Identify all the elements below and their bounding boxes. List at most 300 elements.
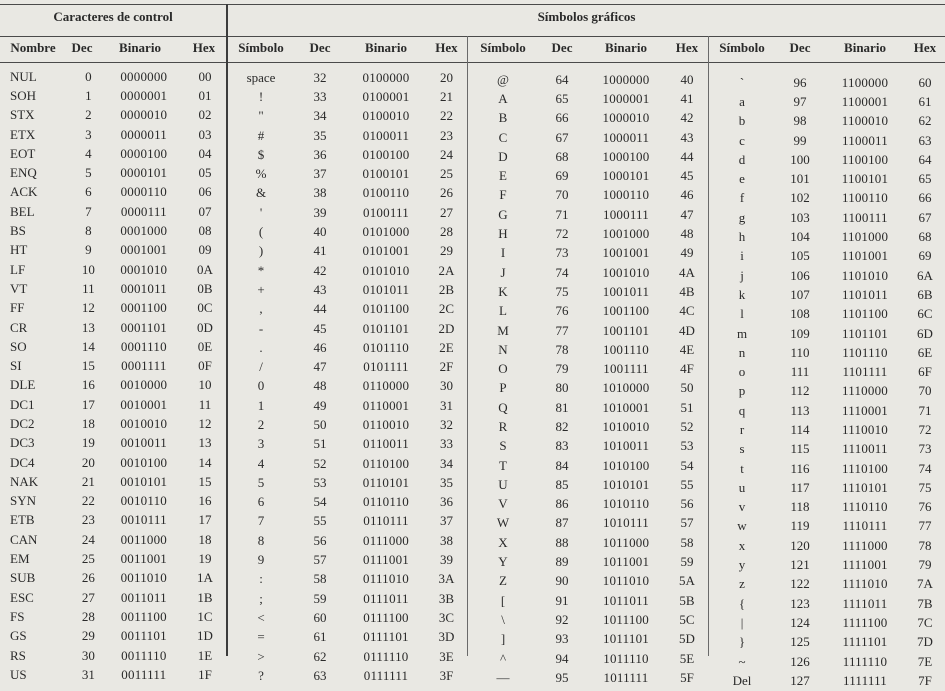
- col-header-dec: Dec: [71, 40, 93, 55]
- cell-name: RS: [10, 647, 26, 663]
- cell-dec: 58: [313, 571, 327, 587]
- cell-binary: 1011100: [603, 611, 649, 627]
- cell-hex: 72: [918, 421, 932, 437]
- cell-symbol: U: [498, 476, 508, 492]
- cell-hex: 35: [440, 474, 453, 490]
- cell-hex: 75: [918, 479, 932, 495]
- table-row: [468, 456, 708, 475]
- cell-binary: 1111110: [842, 653, 888, 669]
- cell-dec: 60: [313, 609, 327, 625]
- table-row: [0, 395, 226, 414]
- cell-binary: 1111010: [842, 576, 888, 592]
- cell-dec: 47: [313, 359, 327, 375]
- cell-dec: 69: [555, 168, 569, 184]
- table-row: [0, 337, 226, 356]
- column-headers: [709, 36, 945, 60]
- cell-symbol: 4: [257, 455, 265, 471]
- table-row: [228, 319, 467, 338]
- table-row: [468, 147, 708, 166]
- cell-dec: 65: [555, 90, 569, 106]
- cell-dec: 38: [313, 185, 327, 201]
- cell-dec: 41: [313, 243, 327, 259]
- table-row: [468, 533, 708, 552]
- cell-binary: 1001000: [602, 226, 650, 242]
- cell-binary: 0011100: [120, 608, 167, 624]
- table-row: [0, 607, 226, 626]
- table-row: [228, 435, 467, 454]
- table-row: [709, 324, 945, 343]
- column-headers: [228, 36, 467, 60]
- cell-hex: 0D: [197, 319, 213, 335]
- cell-dec: 63: [313, 667, 327, 683]
- cell-dec: 31: [81, 666, 95, 682]
- cell-binary: 0001110: [120, 338, 167, 354]
- cell-dec: 117: [790, 479, 810, 495]
- table-row: [709, 671, 945, 690]
- table-row: [228, 68, 467, 87]
- cell-hex: 1C: [197, 608, 213, 624]
- col-header-binario: Binario: [119, 40, 161, 55]
- cell-hex: 14: [198, 454, 212, 470]
- cell-dec: 39: [313, 204, 327, 220]
- cell-name: EM: [10, 551, 30, 567]
- cell-hex: 57: [680, 515, 694, 531]
- cell-binary: 0111011: [363, 590, 409, 606]
- symbols-rows-64-95: [468, 70, 708, 688]
- table-row: [0, 588, 226, 607]
- cell-binary: 0100001: [362, 88, 410, 104]
- cell-dec: 22: [81, 493, 95, 509]
- cell-symbol: ^: [499, 650, 507, 666]
- cell-symbol: i: [740, 248, 744, 264]
- table-row: [468, 340, 708, 359]
- cell-binary: 0000110: [120, 184, 167, 200]
- table-row: [228, 184, 467, 203]
- cell-dec: 17: [81, 396, 95, 412]
- cell-dec: 115: [790, 441, 810, 457]
- cell-binary: 1100000: [841, 74, 889, 90]
- cell-hex: 71: [918, 402, 932, 418]
- cell-symbol: ,: [259, 301, 263, 317]
- cell-hex: 70: [918, 383, 932, 399]
- cell-symbol: k: [738, 286, 746, 302]
- cell-hex: 15: [198, 473, 212, 489]
- cell-binary: 0101100: [362, 301, 410, 317]
- cell-dec: 75: [555, 283, 569, 299]
- cell-binary: 1001011: [602, 283, 650, 299]
- col-header-hex: Hex: [192, 40, 216, 55]
- table-row: [468, 437, 708, 456]
- table-row: [709, 92, 945, 111]
- table-row: [709, 652, 945, 671]
- cell-hex: 1E: [197, 647, 213, 663]
- cell-dec: 48: [313, 378, 327, 394]
- cell-symbol: (: [258, 224, 264, 240]
- control-rows: [0, 67, 226, 685]
- cell-symbol: n: [738, 344, 746, 360]
- cell-symbol: m: [736, 325, 748, 341]
- cell-name: FF: [10, 300, 25, 316]
- cell-name: DC2: [10, 415, 35, 431]
- cell-binary: 1000011: [602, 129, 650, 145]
- cell-hex: 51: [680, 399, 694, 415]
- cell-hex: 10: [198, 377, 212, 393]
- cell-symbol: #: [257, 127, 265, 143]
- cell-hex: 45: [680, 168, 694, 184]
- cell-name: GS: [10, 628, 27, 644]
- cell-dec: 103: [790, 209, 810, 225]
- cell-dec: 112: [790, 383, 810, 399]
- cell-symbol: x: [738, 537, 746, 553]
- cell-binary: 0101101: [362, 320, 410, 336]
- cell-hex: 6D: [917, 325, 933, 341]
- cell-dec: 59: [313, 590, 327, 606]
- cell-dec: 122: [790, 576, 810, 592]
- cell-dec: 66: [555, 110, 569, 126]
- table-row: [709, 73, 945, 92]
- cell-dec: 64: [555, 71, 569, 87]
- cell-binary: 0000111: [120, 203, 167, 219]
- cell-dec: 20: [81, 454, 95, 470]
- cell-dec: 99: [793, 132, 807, 148]
- cell-symbol: {: [738, 595, 746, 611]
- cell-binary: 1011101: [603, 631, 649, 647]
- cell-symbol: *: [257, 262, 265, 278]
- cell-binary: 1001111: [603, 361, 649, 377]
- cell-name: DLE: [10, 377, 36, 393]
- cell-hex: 56: [680, 496, 694, 512]
- cell-dec: 50: [313, 416, 327, 432]
- cell-symbol: B: [498, 110, 508, 126]
- cell-name: NAK: [10, 473, 39, 489]
- cell-symbol: a: [739, 93, 745, 109]
- table-row: [709, 285, 945, 304]
- cell-hex: 24: [440, 146, 453, 162]
- cell-symbol: v: [738, 499, 746, 515]
- cell-hex: 11: [198, 396, 212, 412]
- cell-hex: 36: [440, 494, 453, 510]
- cell-binary: 0100000: [362, 69, 410, 85]
- cell-hex: 09: [198, 242, 212, 258]
- cell-binary: 1010011: [602, 438, 650, 454]
- cell-hex: 1D: [197, 628, 213, 644]
- cell-binary: 0011000: [120, 531, 167, 547]
- cell-dec: 92: [555, 611, 569, 627]
- cell-binary: 1110111: [842, 518, 888, 534]
- cell-binary: 0100011: [362, 127, 410, 143]
- cell-hex: 4B: [679, 283, 695, 299]
- cell-binary: 1010110: [602, 496, 650, 512]
- cell-symbol: W: [496, 515, 510, 531]
- cell-hex: 5B: [679, 592, 695, 608]
- cell-name: ETX: [10, 126, 36, 142]
- cell-dec: 79: [555, 361, 569, 377]
- table-row: [0, 530, 226, 549]
- cell-symbol: 0: [257, 378, 265, 394]
- cell-hex: 67: [918, 209, 932, 225]
- cell-symbol: Z: [499, 573, 507, 589]
- table-row: [228, 145, 467, 164]
- table-row: [709, 575, 945, 594]
- cell-hex: 39: [440, 552, 453, 568]
- cell-binary: 0010011: [120, 435, 167, 451]
- col-header-dec: Dec: [551, 40, 573, 55]
- cell-hex: 06: [198, 184, 212, 200]
- col-header-dec: Dec: [309, 40, 331, 55]
- table-row: [0, 549, 226, 568]
- cell-binary: 1011011: [603, 592, 649, 608]
- table-row: [228, 261, 467, 280]
- table-row: [468, 109, 708, 128]
- cell-hex: 5A: [679, 573, 695, 589]
- cell-binary: 0001001: [120, 242, 168, 258]
- cell-hex: 7A: [917, 576, 933, 592]
- cell-binary: 1100001: [841, 93, 889, 109]
- cell-hex: 49: [680, 245, 694, 261]
- cell-hex: 29: [440, 243, 453, 259]
- cell-binary: 1010100: [602, 457, 650, 473]
- cell-binary: 1101100: [842, 306, 888, 322]
- cell-dec: 100: [790, 151, 810, 167]
- cell-symbol: G: [498, 206, 508, 222]
- cell-binary: 1000100: [602, 148, 650, 164]
- cell-dec: 123: [790, 595, 810, 611]
- cell-hex: 05: [198, 165, 212, 181]
- cell-dec: 104: [790, 229, 810, 245]
- cell-symbol: `: [739, 74, 745, 90]
- table-row: [468, 495, 708, 514]
- cell-dec: 12: [81, 300, 95, 316]
- cell-binary: 1111100: [842, 614, 888, 630]
- cell-dec: 57: [313, 552, 327, 568]
- cell-symbol: V: [498, 496, 508, 512]
- cell-name: STX: [10, 107, 35, 123]
- cell-hex: 6F: [918, 364, 932, 380]
- cell-binary: 0010001: [120, 396, 168, 412]
- cell-name: NUL: [10, 68, 37, 84]
- cell-dec: 114: [790, 421, 810, 437]
- cell-dec: 18: [81, 415, 95, 431]
- cell-dec: 51: [313, 436, 327, 452]
- cell-hex: 20: [440, 69, 453, 85]
- cell-hex: 6A: [917, 267, 933, 283]
- table-row: [0, 492, 226, 511]
- cell-dec: 26: [81, 570, 95, 586]
- cell-binary: 1101101: [842, 325, 888, 341]
- cell-binary: 0000000: [120, 68, 168, 84]
- table-row: [228, 377, 467, 396]
- cell-dec: 15: [81, 358, 95, 374]
- cell-binary: 0011111: [121, 666, 167, 682]
- cell-hex: 12: [198, 415, 212, 431]
- cell-symbol: ': [259, 204, 263, 220]
- cell-symbol: D: [498, 148, 508, 164]
- cell-hex: 37: [440, 513, 453, 529]
- cell-symbol: P: [499, 380, 507, 396]
- cell-binary: 0000100: [120, 145, 168, 161]
- cell-name: ACK: [10, 184, 38, 200]
- cell-hex: 30: [440, 378, 453, 394]
- table-row: [468, 186, 708, 205]
- cell-binary: 1110001: [842, 402, 888, 418]
- cell-binary: 0110100: [362, 455, 410, 471]
- table-row: [228, 647, 467, 666]
- cell-dec: 30: [81, 647, 95, 663]
- cell-symbol: l: [740, 306, 744, 322]
- cell-binary: 1100011: [842, 132, 888, 148]
- cell-hex: 31: [440, 397, 453, 413]
- cell-symbol: L: [499, 303, 507, 319]
- table-row: [0, 144, 226, 163]
- cell-binary: 0111000: [363, 532, 409, 548]
- cell-dec: 85: [555, 476, 569, 492]
- cell-hex: 42: [680, 110, 694, 126]
- table-row: [0, 86, 226, 105]
- cell-hex: 0A: [197, 261, 213, 277]
- cell-dec: 86: [555, 496, 569, 512]
- cell-hex: 34: [440, 455, 453, 471]
- cell-dec: 36: [313, 146, 327, 162]
- cell-dec: 80: [555, 380, 569, 396]
- table-row: [709, 227, 945, 246]
- cell-symbol: /: [259, 359, 263, 375]
- table-row: [709, 498, 945, 517]
- cell-dec: 55: [313, 513, 327, 529]
- cell-hex: 47: [680, 206, 694, 222]
- col-header-binario: Binario: [605, 40, 647, 55]
- cell-dec: 96: [793, 74, 807, 90]
- cell-binary: 1001010: [602, 264, 650, 280]
- cell-binary: 1000101: [602, 168, 650, 184]
- cell-hex: 2B: [438, 281, 455, 297]
- cell-symbol: K: [498, 283, 508, 299]
- table-row: [0, 376, 226, 395]
- cell-hex: 32: [440, 416, 453, 432]
- table-row: [228, 87, 467, 106]
- cell-dec: 109: [790, 325, 810, 341]
- cell-dec: 6: [85, 184, 92, 200]
- cell-dec: 78: [555, 341, 569, 357]
- table-row: [0, 202, 226, 221]
- cell-binary: 0011101: [120, 628, 167, 644]
- cell-binary: 1110101: [842, 479, 888, 495]
- cell-hex: 4E: [679, 341, 695, 357]
- cell-name: FS: [10, 608, 25, 624]
- cell-dec: 116: [790, 460, 810, 476]
- cell-binary: 1011000: [602, 534, 650, 550]
- cell-dec: 8: [85, 223, 92, 239]
- cell-hex: 6B: [917, 286, 933, 302]
- cell-dec: 52: [313, 455, 327, 471]
- cell-binary: 0001000: [120, 223, 168, 239]
- cell-symbol: A: [498, 90, 508, 106]
- cell-symbol: F: [499, 187, 507, 203]
- cell-name: ETB: [10, 512, 35, 528]
- cell-symbol: 1: [257, 397, 265, 413]
- cell-hex: 6C: [917, 306, 933, 322]
- cell-dec: 125: [790, 634, 810, 650]
- cell-binary: 0010010: [120, 415, 168, 431]
- table-row: [228, 454, 467, 473]
- cell-binary: 1011001: [602, 554, 650, 570]
- cell-hex: 6E: [917, 344, 933, 360]
- cell-symbol: 8: [257, 532, 265, 548]
- table-row: [228, 222, 467, 241]
- cell-hex: 1B: [197, 589, 213, 605]
- cell-binary: 1000000: [602, 71, 650, 87]
- cell-hex: 59: [680, 554, 694, 570]
- cell-binary: 0000001: [120, 87, 168, 103]
- cell-symbol: @: [497, 71, 509, 87]
- cell-dec: 72: [555, 226, 569, 242]
- cell-dec: 121: [790, 557, 810, 573]
- cell-symbol: [: [500, 592, 506, 608]
- cell-binary: 1100101: [841, 171, 889, 187]
- cell-hex: 1A: [197, 570, 213, 586]
- cell-hex: 44: [680, 148, 694, 164]
- cell-dec: 89: [555, 554, 569, 570]
- symbols-table-64-95: [468, 36, 708, 688]
- symbols-table-32-63: [228, 36, 467, 686]
- cell-dec: 73: [555, 245, 569, 261]
- cell-hex: 7B: [917, 595, 933, 611]
- cell-binary: 0101110: [363, 339, 409, 355]
- cell-binary: 1101010: [841, 267, 889, 283]
- cell-dec: 83: [555, 438, 569, 454]
- cell-dec: 62: [313, 648, 327, 664]
- cell-binary: 1101000: [841, 229, 889, 245]
- table-row: [709, 633, 945, 652]
- table-row: [0, 106, 226, 125]
- cell-symbol: j: [740, 267, 744, 283]
- cell-dec: 44: [313, 301, 327, 317]
- cell-hex: 3A: [438, 571, 455, 587]
- cell-hex: 18: [198, 531, 212, 547]
- cell-name: CAN: [10, 531, 38, 547]
- cell-binary: 0101011: [362, 281, 410, 297]
- cell-name: DC1: [10, 396, 35, 412]
- table-row: [468, 359, 708, 378]
- cell-binary: 0101010: [362, 262, 410, 278]
- cell-dec: 84: [555, 457, 569, 473]
- table-row: [709, 343, 945, 362]
- cell-symbol: =: [257, 629, 265, 645]
- cell-hex: 65: [918, 171, 932, 187]
- cell-hex: 68: [918, 229, 932, 245]
- cell-symbol: space: [246, 69, 276, 85]
- cell-hex: 60: [918, 74, 932, 90]
- table-row: [228, 493, 467, 512]
- col-header-simbolo: Símbolo: [238, 40, 284, 55]
- cell-binary: 0110101: [362, 474, 410, 490]
- cell-symbol: X: [498, 534, 508, 550]
- column-headers: [0, 36, 226, 60]
- table-row: [468, 398, 708, 417]
- cell-hex: 2D: [438, 320, 455, 336]
- cell-binary: 1010101: [602, 476, 650, 492]
- cell-dec: 120: [790, 537, 810, 553]
- col-header-nombre: Nombre: [10, 40, 56, 55]
- cell-hex: 0F: [198, 358, 212, 374]
- table-row: [468, 379, 708, 398]
- cell-hex: 78: [918, 537, 932, 553]
- table-row: [0, 627, 226, 646]
- cell-symbol: &: [255, 185, 267, 201]
- table-row: [468, 224, 708, 243]
- cell-hex: 62: [918, 113, 932, 129]
- cell-hex: 55: [680, 476, 694, 492]
- cell-hex: 2C: [438, 301, 455, 317]
